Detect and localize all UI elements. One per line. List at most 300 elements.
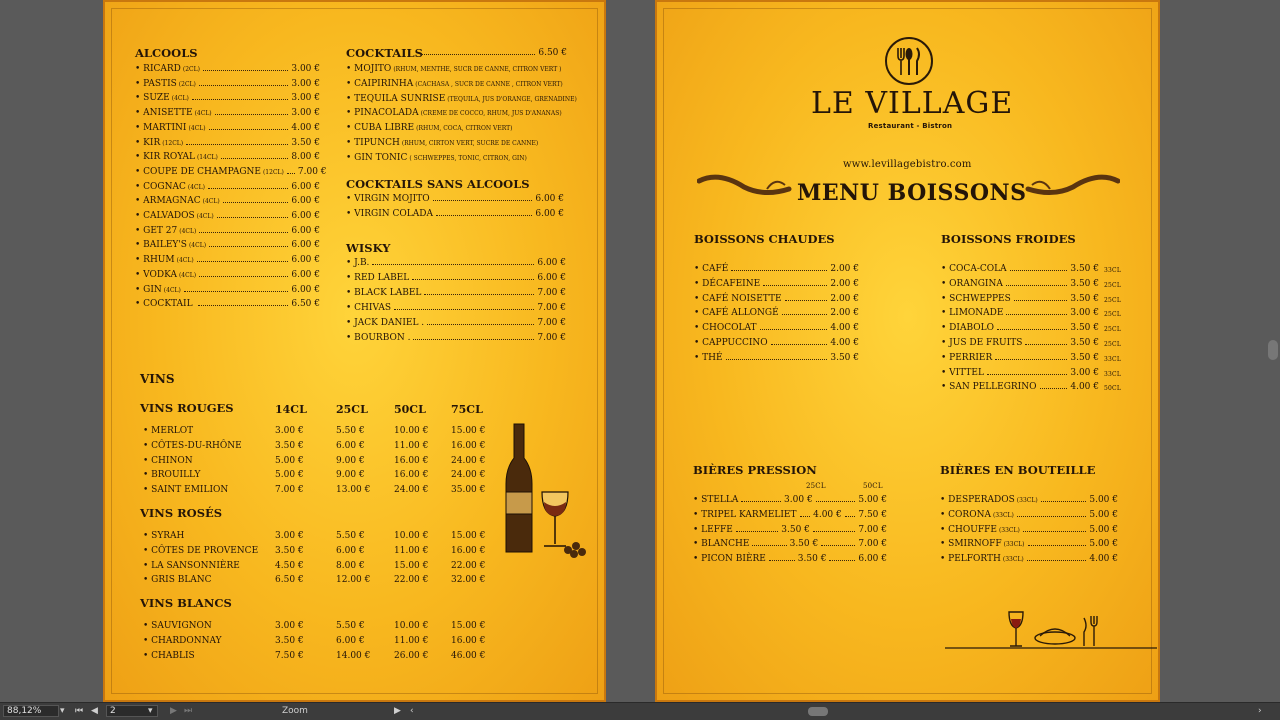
- menu-item: [693, 539, 887, 549]
- item-price: 3.50 €: [1070, 338, 1099, 348]
- item-name: • TIPUNCH: [346, 138, 400, 148]
- item-size: (4CL): [163, 286, 181, 294]
- menu-item: [941, 279, 1099, 289]
- leader-dots: [223, 202, 289, 203]
- item-name: • COCA-COLA: [941, 264, 1007, 274]
- wine-group-title: VINS ROUGES: [140, 401, 234, 415]
- wine-price: 35.00 €: [451, 485, 486, 496]
- leader-dots: [771, 344, 828, 345]
- item-name: • CAPPUCCINO: [694, 338, 768, 348]
- menu-item: [940, 554, 1118, 564]
- leader-dots: [763, 285, 827, 286]
- wine-price: 3.50 €: [275, 545, 304, 556]
- item-name: • VIRGIN MOJITO: [346, 194, 430, 204]
- leader-dots: [198, 305, 289, 306]
- menu-item: [940, 495, 1118, 505]
- wine-price: 5.00 €: [275, 455, 304, 466]
- section-title-cocktails: COCKTAILS: [346, 46, 423, 60]
- wine-price: 13.00 €: [336, 485, 371, 496]
- leader-dots: [769, 560, 795, 561]
- leader-dots: [987, 374, 1067, 375]
- menu-item: [940, 539, 1118, 549]
- wine-bottle-illustration-icon: [500, 422, 590, 562]
- wine-price: 46.00 €: [451, 650, 486, 661]
- item-price: 6.00 €: [537, 258, 566, 268]
- item-name: • TRIPEL KARMELIET: [693, 509, 797, 520]
- leader-dots: [1017, 516, 1086, 517]
- item-name: • GIN TONIC: [346, 152, 408, 163]
- item-desc: ( SCHWEPPES, TONIC, CITRON, GIN): [409, 154, 527, 162]
- cocktails-price-row: [418, 48, 567, 58]
- wine-price: 15.00 €: [451, 426, 486, 436]
- wine-price: 10.00 €: [394, 426, 429, 436]
- item-price: 3.50 €: [1070, 352, 1099, 363]
- wine-name: • CHINON: [143, 455, 193, 466]
- item-size: (4CL): [188, 124, 206, 132]
- item-name: • SCHWEPPES: [941, 293, 1011, 304]
- leader-dots: [726, 359, 828, 360]
- leader-dots: [199, 85, 288, 86]
- menu-item: [694, 323, 859, 333]
- cocktail-item: [346, 138, 538, 148]
- item-size: (4CL): [178, 271, 197, 279]
- item-price: 3.00 €: [1070, 308, 1099, 319]
- leader-dots: [752, 545, 786, 546]
- leader-dots: [829, 560, 855, 561]
- menu-item: [693, 554, 887, 564]
- item-name: • SUZE: [135, 93, 170, 104]
- item-size: 25CL: [1104, 281, 1122, 289]
- wine-price: 6.00 €: [336, 636, 365, 646]
- wine-column-header: 25CL: [336, 403, 368, 416]
- item-price: 3.00 €: [291, 93, 320, 104]
- first-page-icon[interactable]: ⏮: [75, 706, 84, 716]
- wine-price: 3.00 €: [275, 621, 304, 632]
- item-name: • PELFORTH: [940, 554, 1001, 565]
- item-price: 3.50 €: [830, 352, 859, 363]
- wine-price: 24.00 €: [451, 455, 486, 466]
- wine-price: 6.00 €: [336, 440, 365, 451]
- wine-name: • SAINT EMILION: [143, 485, 229, 496]
- zoom-level-field[interactable]: 88,12%: [3, 705, 59, 717]
- item-name: • RHUM: [135, 255, 175, 266]
- wine-price: 5.00 €: [275, 470, 304, 481]
- wine-price: 7.00 €: [275, 485, 304, 496]
- leader-dots: [209, 129, 289, 130]
- ornament-right-icon: [1025, 169, 1120, 197]
- item-name: • GIN: [135, 284, 162, 295]
- item-price: 3.00 €: [291, 64, 320, 74]
- section-title-alcools: ALCOOLS: [135, 46, 198, 60]
- item-price: 3.50 €: [1070, 278, 1099, 289]
- page-number-field[interactable]: 2: [106, 705, 158, 717]
- leader-dots: [997, 329, 1067, 330]
- wine-price: 3.50 €: [275, 636, 304, 646]
- item-name: • PERRIER: [941, 352, 993, 363]
- item-price: 2.00 €: [830, 264, 859, 274]
- wine-price: 11.00 €: [394, 545, 429, 556]
- item-desc: (RHUM, MENTHE, SUCR DE CANNE, CITRON VERT ): [393, 66, 562, 73]
- item-price: 6.00 €: [291, 225, 320, 236]
- leader-dots: [433, 200, 533, 201]
- menu-item: [135, 93, 320, 103]
- item-size: (4CL): [171, 95, 189, 103]
- menu-item: [346, 194, 564, 204]
- wine-price: 9.00 €: [336, 455, 365, 466]
- item-price: 6.00 €: [291, 196, 320, 207]
- menu-item: [346, 288, 566, 298]
- menu-item: [135, 285, 320, 295]
- menu-item: [135, 138, 320, 148]
- cocktail-item: [346, 94, 577, 104]
- wine-name: • GRIS BLANC: [143, 575, 212, 586]
- item-name: • CORONA: [940, 509, 991, 520]
- item-price: 6.50 €: [291, 299, 320, 310]
- item-price: 6.00 €: [537, 273, 566, 283]
- wine-price: 11.00 €: [394, 636, 429, 646]
- wine-name: • SYRAH: [143, 531, 185, 541]
- wine-column-header: 50CL: [394, 403, 426, 416]
- item-size: 33CL: [1104, 370, 1122, 378]
- artboard-right: [655, 0, 1160, 702]
- website: www.levillagebistro.com: [843, 159, 972, 170]
- wine-name: • SAUVIGNON: [143, 621, 212, 632]
- wine-price: 22.00 €: [394, 575, 429, 586]
- cocktails-price: 6.50 €: [538, 48, 567, 58]
- section-title-vins: VINS: [140, 372, 175, 386]
- wine-name: • CÔTES DE PROVENCE: [143, 545, 259, 556]
- leader-dots: [1014, 300, 1068, 301]
- leader-dots: [1028, 545, 1087, 546]
- item-price-50: 7.50 €: [858, 509, 887, 520]
- item-price: 6.00 €: [535, 194, 564, 204]
- menu-item: [346, 273, 566, 283]
- item-price: 3.50 €: [1070, 323, 1099, 334]
- item-desc: (CACHASA , SUCR DE CANNE , CITRON VERT): [415, 80, 563, 88]
- leader-dots: [192, 99, 289, 100]
- item-price: 6.00 €: [291, 269, 320, 280]
- item-name: • MARTINI: [135, 122, 187, 133]
- wine-price: 26.00 €: [394, 650, 429, 661]
- leader-dots: [760, 329, 828, 330]
- section-title-boissons-chaudes: BOISSONS CHAUDES: [694, 232, 835, 246]
- item-price: 7.00 €: [537, 333, 566, 343]
- item-price: 3.00 €: [291, 108, 320, 119]
- cocktail-item: [346, 64, 561, 74]
- item-size: (33CL): [1016, 497, 1038, 504]
- menu-item: [135, 240, 320, 250]
- menu-item: [135, 270, 320, 280]
- wine-name: • CÔTES-DU-RHÔNE: [143, 440, 242, 451]
- wine-price: 10.00 €: [394, 531, 429, 541]
- wine-price: 11.00 €: [394, 440, 429, 451]
- leader-dots: [800, 516, 811, 517]
- leader-dots: [741, 501, 781, 502]
- item-price-25: 3.50 €: [797, 554, 827, 565]
- menu-item: [135, 108, 320, 118]
- item-name: • BAILEY'S: [135, 240, 187, 251]
- item-price: 6.00 €: [535, 209, 564, 219]
- menu-item: [135, 152, 320, 162]
- item-desc: (TEQUILA, JUS D'ORANGE, GRENADINE): [447, 95, 577, 103]
- wine-price: 12.00 €: [336, 575, 371, 586]
- menu-item: [346, 318, 566, 328]
- item-price: 4.00 €: [1070, 382, 1099, 393]
- item-name: • DESPERADOS: [940, 495, 1015, 505]
- leader-dots: [215, 114, 289, 115]
- item-name: • BLANCHE: [693, 539, 750, 550]
- zoom-dropdown-icon[interactable]: ▾: [60, 706, 65, 716]
- item-name: • MOJITO: [346, 64, 392, 74]
- leader-dots: [436, 215, 532, 216]
- item-price: 7.00 €: [297, 166, 327, 177]
- item-name: • VIRGIN COLADA: [346, 209, 433, 219]
- brand-name: LE VILLAGE: [811, 86, 1014, 121]
- item-price: 2.00 €: [830, 278, 859, 289]
- item-price-50: 5.00 €: [858, 495, 887, 505]
- leader-dots: [394, 309, 534, 310]
- item-size: 25CL: [1104, 326, 1122, 334]
- item-price: 6.00 €: [291, 255, 320, 266]
- next-page-icon[interactable]: ▶: [170, 706, 177, 716]
- last-page-icon[interactable]: ⏭: [184, 706, 193, 716]
- item-price-25: 3.00 €: [784, 495, 813, 505]
- item-name: • CHIVAS: [346, 303, 392, 313]
- leader-dots: [731, 270, 827, 271]
- wine-price: 16.00 €: [394, 470, 429, 481]
- wine-price: 16.00 €: [451, 440, 486, 451]
- item-price: 4.00 €: [1089, 554, 1118, 565]
- item-name: • ANISETTE: [135, 108, 193, 119]
- menu-item: [135, 79, 320, 89]
- menu-item: [941, 368, 1099, 378]
- item-price: 6.00 €: [291, 240, 320, 251]
- wine-price: 5.50 €: [336, 621, 365, 632]
- item-name: • PASTIS: [135, 78, 177, 89]
- item-name: • J.B.: [346, 258, 370, 268]
- wine-price: 9.00 €: [336, 470, 365, 481]
- wine-price: 3.50 €: [275, 440, 304, 451]
- vertical-scrollbar-thumb[interactable]: [1268, 340, 1278, 360]
- wine-name: • BROUILLY: [143, 470, 201, 481]
- item-price-25: 4.00 €: [813, 509, 842, 520]
- item-size: 25CL: [1104, 296, 1122, 304]
- leader-dots: [1040, 388, 1068, 389]
- menu-item: [941, 323, 1099, 333]
- scroll-left-icon[interactable]: ‹: [410, 706, 414, 716]
- wine-price: 10.00 €: [394, 621, 429, 632]
- item-name: • CAFÉ ALLONGÉ: [694, 308, 779, 319]
- item-size: (4CL): [188, 242, 207, 250]
- item-size: (12CL): [262, 168, 284, 176]
- item-name: • LEFFE: [693, 524, 733, 535]
- item-size: (33CL): [1002, 556, 1024, 564]
- leader-dots: [412, 279, 534, 280]
- leader-dots: [209, 246, 288, 247]
- item-name: • CAFÉ: [694, 264, 729, 274]
- item-name: • CAIPIRINHA: [346, 78, 414, 89]
- item-price: 5.00 €: [1089, 539, 1118, 550]
- pression-col-50: 50CL: [863, 482, 883, 490]
- item-size: (4CL): [187, 183, 205, 191]
- item-price: 4.00 €: [830, 323, 859, 334]
- leader-dots: [1025, 344, 1067, 345]
- item-name: • DÉCAFEINE: [694, 278, 761, 289]
- status-bar: [0, 702, 1280, 720]
- menu-item: [694, 264, 859, 274]
- item-size: (2CL): [182, 66, 200, 73]
- leader-dots: [845, 516, 856, 517]
- item-name: • COUPE DE CHAMPAGNE: [135, 166, 261, 177]
- item-size: (4CL): [202, 198, 220, 206]
- pression-col-25: 25CL: [806, 482, 826, 490]
- menu-item: [135, 299, 320, 309]
- item-size: (14CL): [196, 154, 218, 162]
- item-size: (4CL): [176, 257, 194, 265]
- item-size: (12CL): [162, 139, 184, 147]
- leader-dots: [217, 217, 289, 218]
- item-name: • CHOCOLAT: [694, 323, 757, 334]
- item-size: 50CL: [1104, 385, 1122, 393]
- section-title-sans-alcools: COCKTAILS SANS ALCOOLS: [346, 177, 530, 191]
- item-price-50: 7.00 €: [858, 539, 888, 550]
- cocktail-item: [346, 153, 527, 163]
- leader-dots: [372, 264, 534, 265]
- item-price: 4.00 €: [291, 122, 320, 133]
- item-price-50: 7.00 €: [858, 524, 887, 535]
- item-price: 3.50 €: [1070, 264, 1099, 274]
- item-name: • BLACK LABEL: [346, 288, 422, 298]
- item-name: • CHOUFFE: [940, 524, 997, 535]
- wine-name: • CHABLIS: [143, 650, 195, 661]
- leader-dots: [1006, 285, 1068, 286]
- wine-name: • CHARDONNAY: [143, 636, 222, 646]
- item-price: 2.00 €: [830, 293, 859, 304]
- item-price-50: 6.00 €: [858, 554, 887, 565]
- menu-item: [135, 166, 327, 177]
- menu-item: [135, 255, 320, 265]
- item-name: • KIR ROYAL: [135, 152, 195, 163]
- wine-price: 15.00 €: [451, 531, 486, 541]
- wine-price: 16.00 €: [451, 636, 486, 646]
- leader-dots: [413, 339, 534, 340]
- menu-item: [941, 264, 1099, 274]
- leader-dots: [816, 501, 856, 502]
- item-price: 3.50 €: [291, 137, 320, 148]
- leader-dots: [427, 324, 534, 325]
- item-price: 6.00 €: [291, 284, 320, 295]
- section-title-boissons-froides: BOISSONS FROIDES: [941, 232, 1076, 246]
- item-price-25: 3.50 €: [781, 524, 810, 535]
- leader-dots: [1023, 531, 1087, 532]
- wine-price: 24.00 €: [451, 470, 486, 481]
- wine-price: 5.50 €: [336, 531, 365, 541]
- menu-item: [135, 123, 320, 133]
- item-name: • COGNAC: [135, 181, 186, 192]
- item-desc: (RHUM, CIRTON VERT, SUCRE DE CANNE): [401, 140, 539, 147]
- leader-dots: [785, 300, 828, 301]
- menu-item: [694, 308, 859, 318]
- wine-price: 16.00 €: [451, 545, 486, 556]
- item-name: • KIR: [135, 137, 161, 148]
- item-price: 7.00 €: [537, 303, 566, 313]
- item-name: • TEQUILA SUNRISE: [346, 93, 446, 104]
- item-price: 5.00 €: [1089, 524, 1118, 535]
- prev-page-icon[interactable]: ◀: [91, 706, 98, 716]
- leader-dots: [221, 158, 288, 159]
- wine-price: 24.00 €: [394, 485, 429, 496]
- wine-price: 6.00 €: [336, 545, 365, 556]
- item-name: • JUS DE FRUITS: [941, 338, 1023, 348]
- item-price: 5.00 €: [1089, 509, 1118, 520]
- item-price: 6.00 €: [291, 211, 320, 221]
- ornament-left-icon: [697, 169, 792, 197]
- menu-item: [941, 338, 1099, 348]
- leader-dots: [197, 261, 289, 262]
- item-name: • CALVADOS: [135, 211, 195, 221]
- menu-item: [694, 279, 859, 289]
- item-price: 7.00 €: [537, 288, 566, 298]
- item-name: • JACK DANIEL .: [346, 318, 425, 328]
- wine-column-header: 14CL: [275, 403, 307, 416]
- item-price: 7.00 €: [537, 318, 566, 328]
- wine-price: 4.50 €: [275, 560, 304, 571]
- item-name: • ORANGINA: [941, 278, 1003, 289]
- menu-item: [941, 353, 1099, 363]
- menu-item: [346, 209, 564, 219]
- item-name: • CUBA LIBRE: [346, 123, 415, 134]
- leader-dots: [1006, 314, 1067, 315]
- leader-dots: [186, 144, 288, 145]
- menu-item: [135, 226, 320, 236]
- item-name: • RICARD: [135, 64, 181, 74]
- wine-price: 15.00 €: [394, 560, 429, 571]
- item-price: 6.00 €: [291, 181, 320, 192]
- brand-tagline: Restaurant - Bistron: [868, 122, 953, 130]
- menu-item: [940, 510, 1118, 520]
- leader-dots: [421, 54, 535, 55]
- menu-item: [941, 382, 1099, 392]
- item-name: • STELLA: [693, 495, 739, 505]
- leader-dots: [1027, 560, 1087, 561]
- wine-group-title: VINS BLANCS: [140, 596, 232, 611]
- leader-dots: [203, 70, 288, 71]
- wine-group-title: VINS ROSÉS: [140, 506, 223, 520]
- menu-item: [135, 64, 320, 74]
- leader-dots: [199, 232, 288, 233]
- menu-item: [135, 211, 320, 221]
- leader-dots: [821, 545, 855, 546]
- item-name: • SMIRNOFF: [940, 539, 1002, 550]
- wine-price: 5.50 €: [336, 426, 365, 436]
- wine-price: 22.00 €: [451, 560, 486, 571]
- item-price: 2.00 €: [830, 308, 859, 319]
- page-dropdown-icon[interactable]: ▾: [148, 706, 153, 716]
- status-menu-icon[interactable]: ▶: [394, 706, 401, 716]
- horizontal-scrollbar-thumb[interactable]: [808, 707, 828, 716]
- section-title-wisky: WISKY: [346, 241, 391, 255]
- item-size: (2CL): [178, 80, 196, 88]
- menu-item: [693, 495, 887, 505]
- wine-price: 14.00 €: [336, 650, 371, 661]
- item-size: (4CL): [179, 227, 197, 235]
- scroll-right-icon[interactable]: ›: [1258, 706, 1262, 716]
- item-size: (33CL): [992, 511, 1014, 519]
- menu-item: [346, 303, 566, 313]
- item-name: • COCKTAIL: [135, 299, 193, 310]
- menu-item: [346, 333, 566, 343]
- wine-price: 15.00 €: [451, 621, 486, 632]
